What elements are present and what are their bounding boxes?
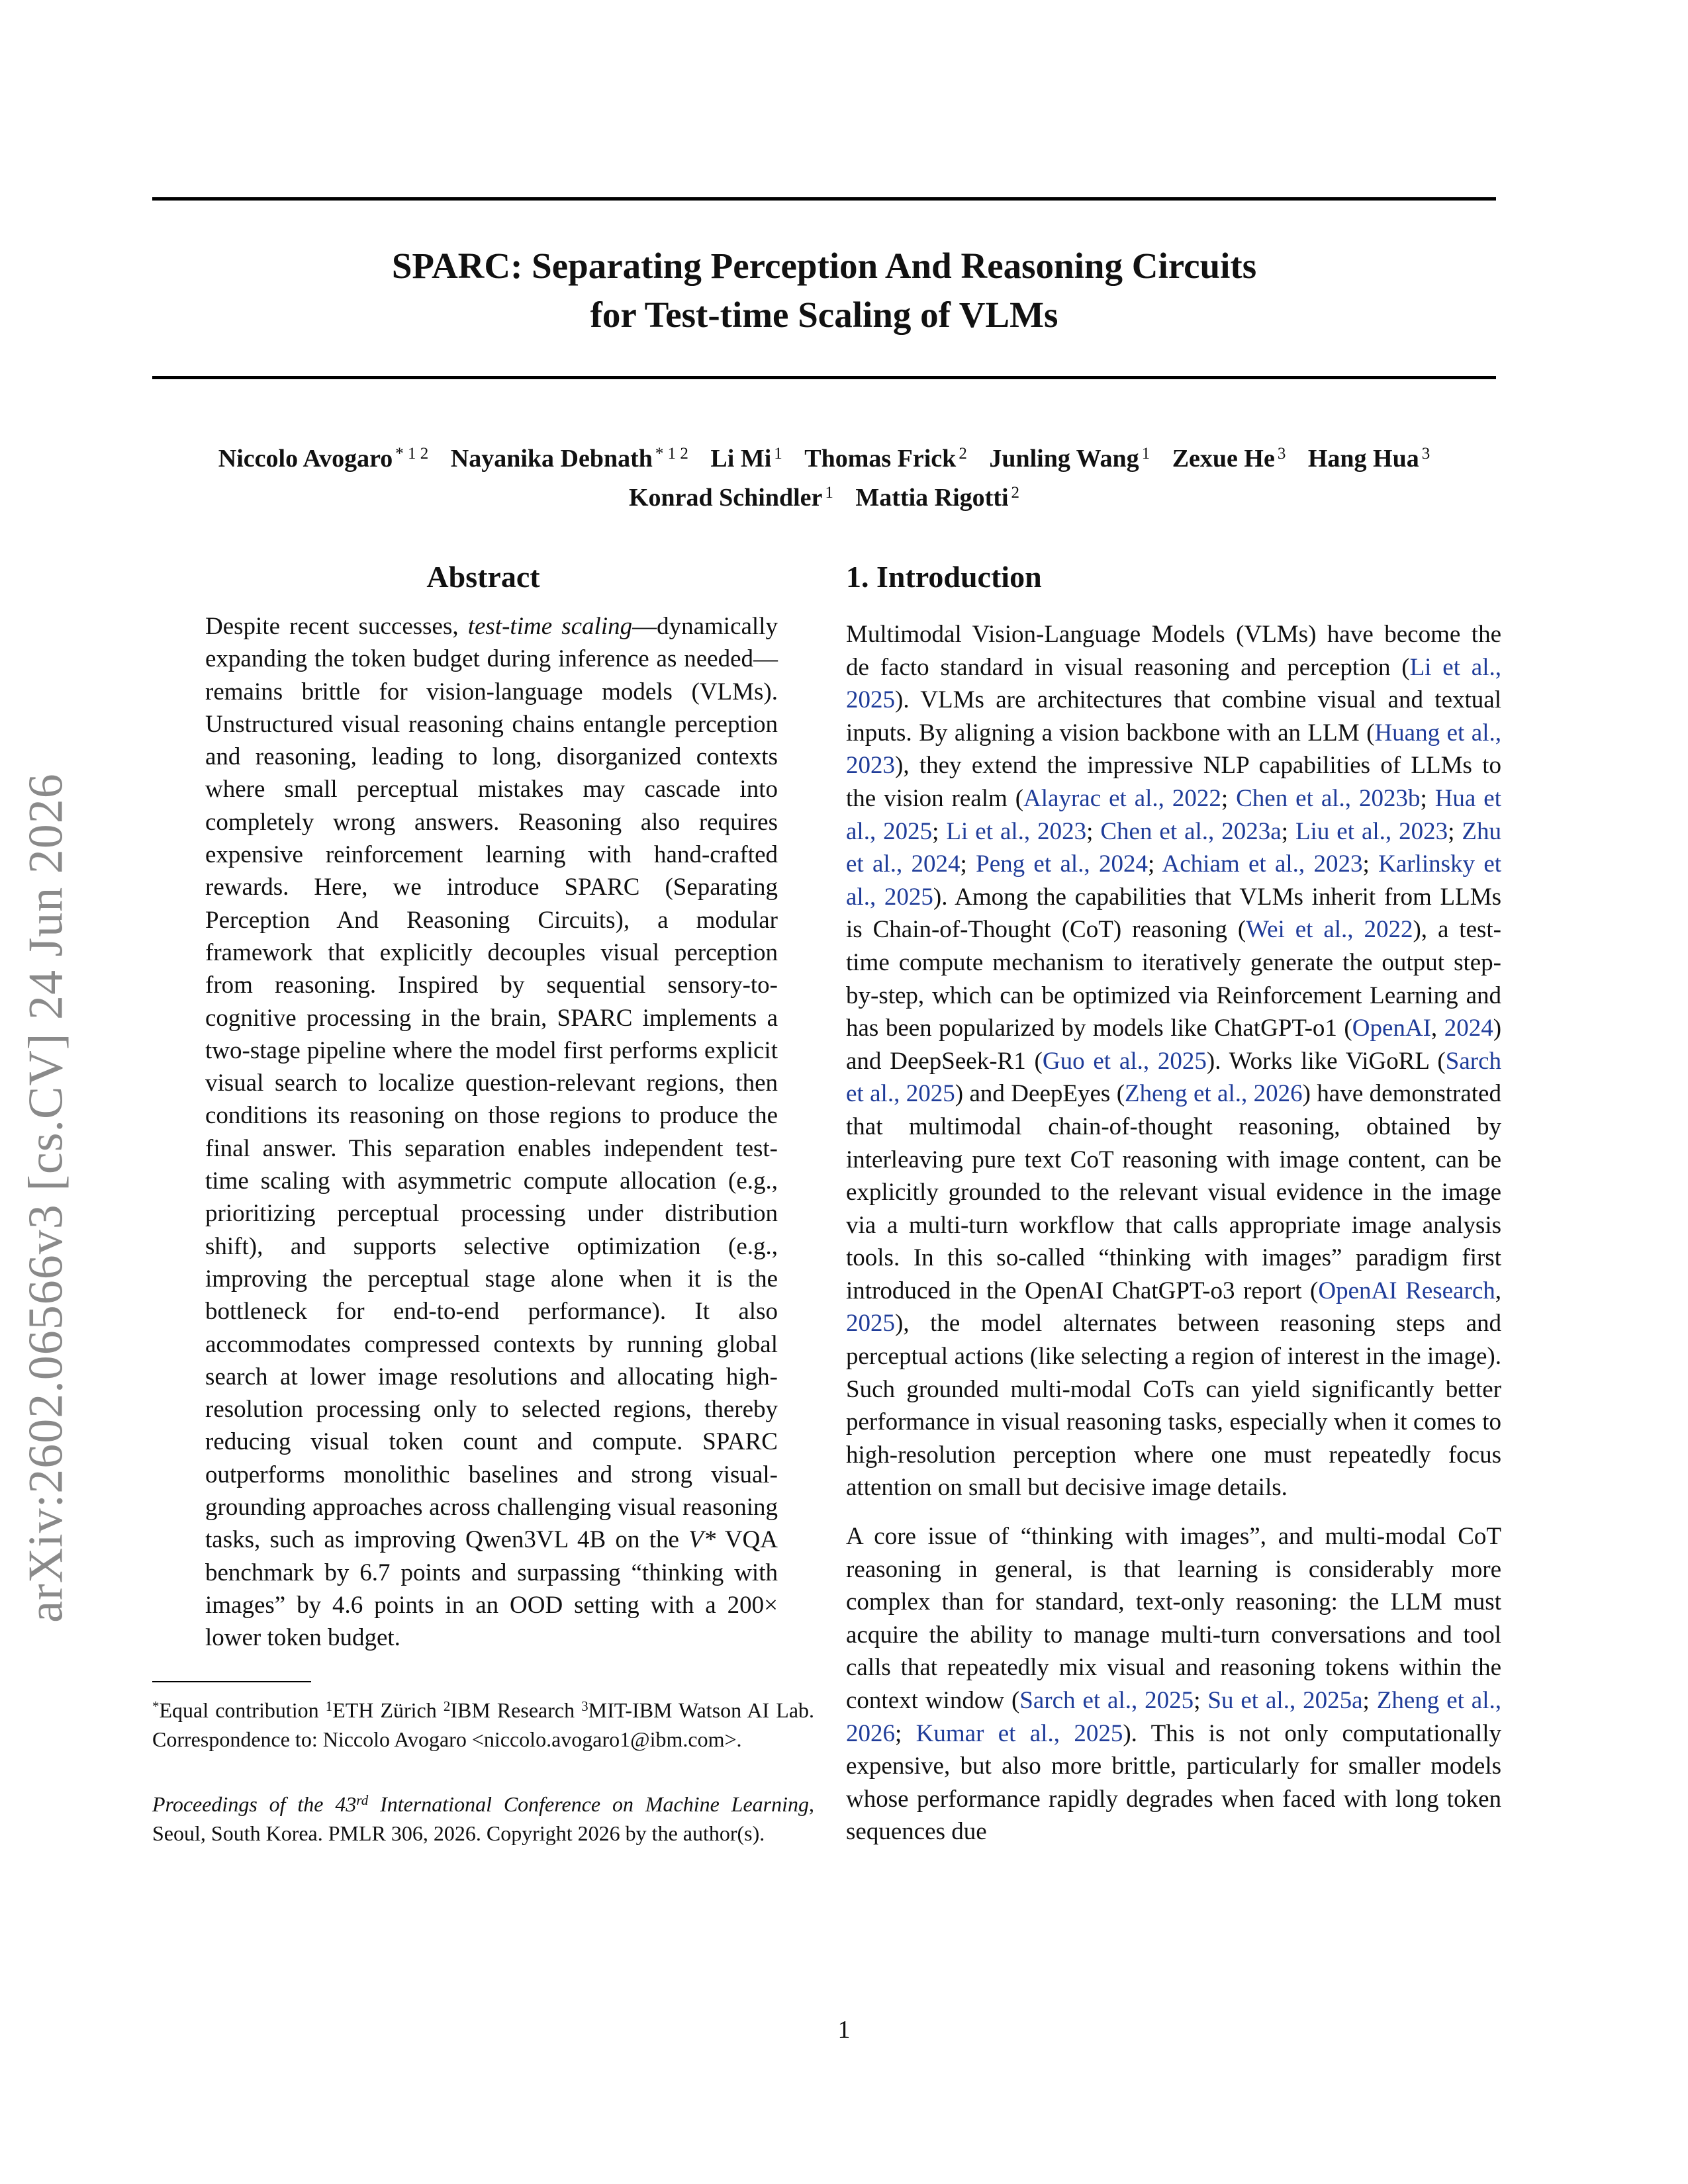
paragraph-text: ;	[1362, 850, 1379, 878]
title-line: for Test-time Scaling of VLMs	[590, 295, 1058, 335]
paper-title	[152, 242, 1496, 340]
author	[1172, 445, 1286, 473]
citation-link[interactable]: Sarch et al., 2025	[1019, 1687, 1194, 1714]
footnote-mark: 3	[581, 1698, 588, 1714]
affiliation-footnote	[152, 1692, 814, 1754]
introduction-paragraph	[846, 1520, 1501, 1848]
proceedings-ordinal-suffix	[356, 1792, 368, 1808]
left-column	[152, 557, 814, 1848]
footnote-mark: 1	[325, 1698, 333, 1714]
author-affiliation-mark: 2	[959, 445, 967, 463]
citation-link[interactable]: Chen et al., 2023b	[1236, 784, 1421, 812]
paragraph-text: ) have demonstrated that multimodal chain-of-thought reasoning, obtained by interleaving pure text CoT reasoning with image content, can be explicitly grounded to the relevant visual evidence in the image via a multi-turn workflow that calls appropriate image analysis tools. In this so-called “thinking with images” paradigm first introduced in the OpenAI ChatGPT-o3 report (	[846, 1080, 1501, 1304]
paragraph-text: ,	[1430, 1015, 1444, 1042]
citation-link[interactable]: Karlinsky et al., 2025	[846, 850, 1502, 911]
citation-link[interactable]: Li et al., 2023	[946, 817, 1087, 845]
author-name: Konrad Schindler	[628, 484, 823, 512]
citation-link[interactable]: Sarch et al., 2025	[846, 1047, 1502, 1108]
citation-link[interactable]: Li et al., 2025	[846, 653, 1501, 714]
author	[855, 484, 1019, 512]
author-name: Nayanika Debnath	[450, 445, 653, 473]
paragraph-text: ). Works like ViGoRL (	[1206, 1047, 1446, 1075]
paragraph-text: ), they extend the impressive NLP capabilities of LLMs to the vision realm (	[846, 752, 1501, 812]
abstract-body	[205, 610, 778, 1655]
citation-link[interactable]: OpenAI	[1352, 1015, 1431, 1042]
citation-link[interactable]: Chen et al., 2023a	[1100, 817, 1282, 845]
citation-link[interactable]: Wei et al., 2022	[1246, 916, 1413, 944]
citation-link[interactable]: Zheng et al., 2026	[846, 1687, 1502, 1747]
citation-link[interactable]: Liu et al., 2023	[1295, 817, 1448, 845]
author-name: Niccolo Avogaro	[218, 445, 393, 473]
paragraph-text: Multimodal Vision-Language Models (VLMs) have become the de facto standard in visual reasoning and perception (	[846, 621, 1501, 681]
citation-link[interactable]: Kumar et al., 2025	[915, 1719, 1123, 1747]
footnote-mark: 2	[443, 1698, 451, 1714]
paragraph-text: ;	[1281, 817, 1295, 845]
abstract-text: —dynamically expanding the token budget during inference as needed—remains brittle for vision-language models (VLMs). Unstructured visual reasoning chains entangle perception and reasoning, leading to long, disorganized contexts where small perceptual mistakes may cascade into completely wrong answers. Reasoning also requires expensive reinforcement learning with hand-crafted rewards. Here, we introduce SPARC (Separating Perception And Reasoning Circuits), a modular framework that explicitly decouples visual perception from reasoning. Inspired by sequential sensory-to-cognitive processing in the brain, SPARC implements a two-stage pipeline where the model first performs explicit visual search to localize question-relevant regions, then conditions its reasoning on those regions to produce the final answer. This separation enables independent test-time scaling with asymmetric compute allocation (e.g., prioritizing perceptual processing under distribution shift), and supports selective optimization (e.g., improving the perceptual stage alone when it is the bottleneck for end-to-end performance). It also accommodates compressed contexts by running global search at lower image resolutions and allocating high-resolution processing only to selected regions, thereby reducing visual token count and compute. SPARC outperforms monolithic baselines and strong visual-grounding approaches across challenging visual reasoning tasks, such as improving Qwen3VL 4B on the	[205, 613, 778, 1554]
footnote-rule	[152, 1681, 311, 1682]
author-affiliation-mark: * 1 2	[395, 445, 429, 463]
author-affiliation-mark: 3	[1277, 445, 1286, 463]
introduction-paragraph	[846, 618, 1501, 1504]
paragraph-text: ;	[1221, 784, 1237, 812]
footnote-text: IBM Research	[450, 1698, 582, 1722]
paragraph-text: ). Among the capabilities that VLMs inherit from LLMs is Chain-of-Thought (CoT) reasoning (	[846, 883, 1501, 944]
paragraph-text: ;	[932, 817, 947, 845]
citation-link[interactable]: Guo et al., 2025	[1042, 1047, 1207, 1075]
paragraph-text: ;	[1194, 1687, 1208, 1714]
paragraph-text: ;	[1147, 850, 1162, 878]
paragraph-text: ;	[1420, 784, 1435, 812]
author	[451, 445, 688, 473]
author-name: Li Mi	[710, 445, 772, 473]
proceedings-text: , Seoul, South Korea. PMLR 306, 2026. Copyright 2026 by the author(s).	[152, 1792, 815, 1845]
abstract-text: Despite recent successes,	[205, 613, 468, 640]
paragraph-text: ). VLMs are architectures that combine visual and textual inputs. By aligning a vision backbone with an LLM (	[846, 686, 1501, 747]
author	[710, 445, 782, 473]
proceedings-ordinal-number: 43	[335, 1792, 357, 1816]
page-number: 1	[837, 2016, 851, 2044]
footnote-text: MIT-IBM Watson AI Lab. Correspondence to: Niccolo Avogaro <niccolo.avogaro1@ibm.com>.	[152, 1698, 815, 1751]
citation-link[interactable]: Huang et al., 2023	[846, 719, 1502, 780]
author-name: Mattia Rigotti	[855, 484, 1009, 512]
citation-link[interactable]: Zhu et al., 2024	[846, 817, 1501, 878]
author	[804, 445, 967, 473]
abstract-emphasis: test-time scaling	[467, 613, 633, 640]
citation-link[interactable]: Peng et al., 2024	[976, 850, 1148, 878]
citation-link[interactable]: 2024	[1444, 1015, 1493, 1042]
citation-link[interactable]: 2025	[846, 1310, 895, 1338]
abstract-text: VQA benchmark by 6.7 points and surpassing “thinking with images” by 4.6 points in an OOD setting with a 200× lower token budget.	[205, 1526, 778, 1652]
right-column	[846, 557, 1501, 1848]
paragraph-text: ), a test-time compute mechanism to iteratively generate the output step-by-step, which can be optimized via Reinforcement Learning and has been popularized by models like ChatGPT-o1 (	[846, 916, 1501, 1042]
paragraph-text: ) and DeepSeek-R1 (	[846, 1015, 1502, 1075]
author-affiliation-mark: 2	[1011, 484, 1020, 502]
citation-link[interactable]: OpenAI Research	[1318, 1277, 1495, 1304]
paragraph-text: A core issue of “thinking with images”, and multi-modal CoT reasoning in general, is that learning is considerably more complex than for standard, text-only reasoning: the LLM must acquire the ability to manage multi-turn conversations and tool calls that repeatedly mix visual and reasoning tokens within the context window (	[846, 1523, 1501, 1714]
footnote-mark: *	[152, 1698, 160, 1714]
author-affiliation-mark: 1	[774, 445, 782, 463]
paragraph-text: ;	[1362, 1687, 1377, 1714]
title-rule-top	[152, 197, 1496, 201]
citation-link[interactable]: Zheng et al., 2026	[1125, 1080, 1303, 1108]
author-list	[152, 437, 1496, 515]
paragraph-text: ;	[960, 850, 976, 878]
author	[218, 445, 429, 473]
paragraph-text: ;	[1086, 817, 1101, 845]
paragraph-text: ;	[1448, 817, 1462, 845]
citation-link[interactable]: Achiam et al., 2023	[1162, 850, 1363, 878]
citation-link[interactable]: Hua et al., 2025	[846, 784, 1501, 845]
author-name: Hang Hua	[1307, 445, 1419, 473]
title-rule-bottom	[152, 376, 1496, 379]
proceedings-italic: International Conference on Machine Learning	[368, 1792, 810, 1816]
author-name: Thomas Frick	[804, 445, 957, 473]
proceedings-ordinal-suffix-text: rd	[356, 1792, 369, 1808]
author-affiliation-mark: 1	[825, 484, 833, 502]
title-line: SPARC: Separating Perception And Reasoning Circuits	[391, 246, 1257, 286]
citation-link[interactable]: Alayrac et al., 2022	[1023, 784, 1221, 812]
paragraph-text: ) and DeepEyes (	[955, 1080, 1125, 1108]
abstract-math: V*	[688, 1526, 716, 1554]
abstract-heading: Abstract	[426, 560, 540, 594]
author	[989, 445, 1150, 473]
paragraph-text: ). This is not only computationally expensive, but also more brittle, particularly for smaller models whose performance rapidly degrades when faced with long token sequences due	[846, 1719, 1501, 1846]
proceedings-italic: Proceedings of the	[152, 1792, 336, 1816]
author-affiliation-mark: 3	[1421, 445, 1430, 463]
paragraph-text: ), the model alternates between reasoning steps and perceptual actions (like selecting a region of interest in the image). Such grounded multi-modal CoTs can yield significantly better performance in visual reasoning tasks, especially when it comes to high-resolution perception where one must repeatedly focus attention on small but decisive image details.	[846, 1310, 1501, 1502]
footnote-text: ETH Zürich	[332, 1698, 444, 1722]
author	[1308, 445, 1430, 473]
author-name: Junling Wang	[989, 445, 1139, 473]
proceedings-note	[152, 1786, 814, 1848]
author	[629, 484, 833, 512]
paragraph-text: ;	[895, 1719, 916, 1747]
arxiv-identifier-stamp: arXiv:2602.06566v3 [cs.CV] 24 Jun 2026	[19, 773, 73, 1623]
footnote-text: Equal contribution	[159, 1698, 326, 1722]
author-name: Zexue He	[1172, 445, 1275, 473]
introduction-heading: 1. Introduction	[846, 560, 1042, 594]
citation-link[interactable]: Su et al., 2025a	[1207, 1687, 1363, 1714]
author-affiliation-mark: 1	[1141, 445, 1150, 463]
paragraph-text: ,	[1495, 1277, 1501, 1304]
author-affiliation-mark: * 1 2	[655, 445, 688, 463]
